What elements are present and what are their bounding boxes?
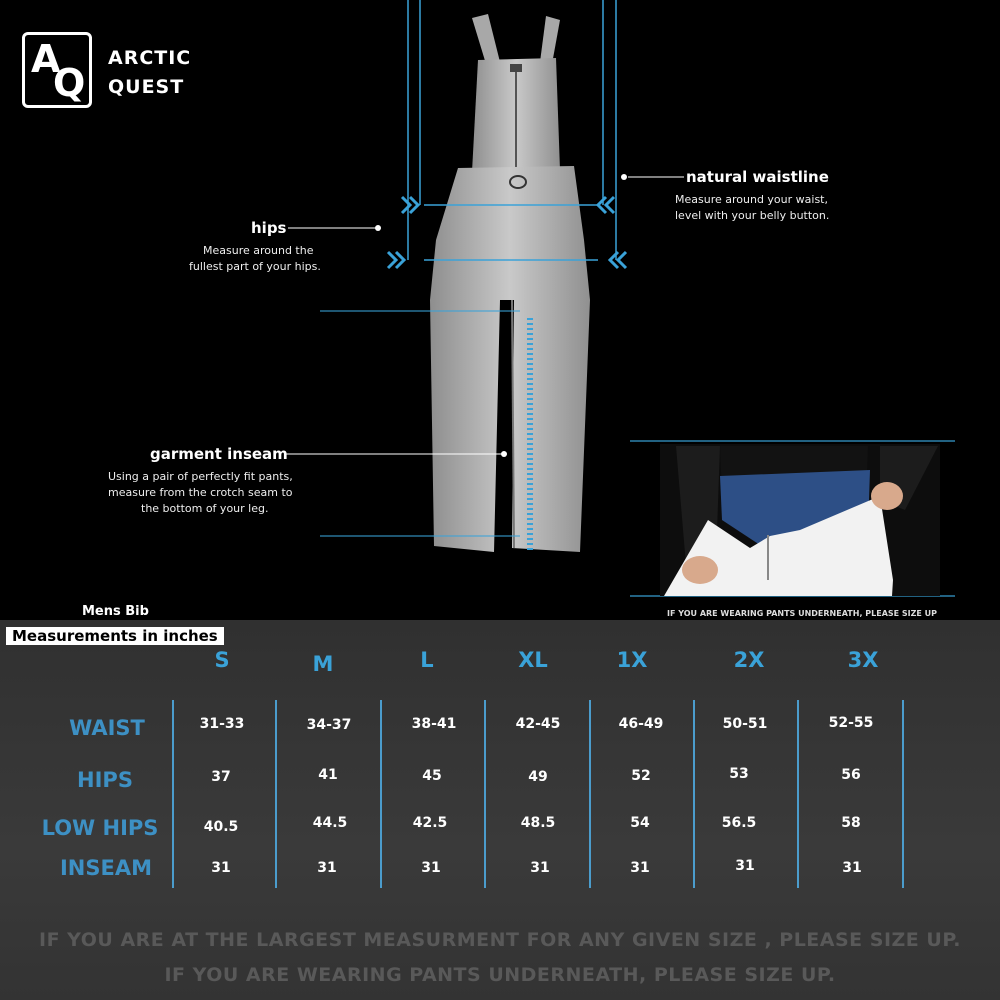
- row-label-waist: WAIST: [69, 716, 145, 740]
- table-cell: 49: [528, 769, 548, 785]
- table-cell: 46-49: [618, 716, 664, 732]
- row-label-inseam: INSEAM: [59, 856, 153, 880]
- column-divider: [589, 700, 591, 888]
- table-cell: 52-55: [828, 715, 874, 731]
- table-cell: 50-51: [722, 716, 768, 732]
- waist-callout-desc-1: Measure around your waist,: [675, 193, 828, 206]
- table-cell: 48.5: [520, 815, 556, 831]
- left-strap: [472, 14, 500, 64]
- column-divider: [797, 700, 799, 888]
- size-header-2x: 2X: [733, 648, 765, 672]
- size-header-xl: XL: [518, 648, 548, 672]
- size-header-l: L: [420, 648, 434, 672]
- table-cell: 44.5: [312, 815, 348, 831]
- size-header-3x: 3X: [847, 648, 879, 672]
- right-strap: [540, 16, 560, 64]
- table-cell: 34-37: [306, 717, 352, 733]
- brand-name-line2: QUEST: [108, 76, 185, 98]
- table-cell: 31: [630, 860, 650, 876]
- column-divider: [172, 700, 174, 888]
- table-cell: 58: [841, 815, 861, 831]
- waist-callout-desc-2: level with your belly button.: [675, 209, 830, 222]
- row-label-hips: HIPS: [77, 768, 133, 792]
- inseam-callout-title: garment inseam: [150, 445, 288, 463]
- inseam-callout-desc-1: Using a pair of perfectly fit pants,: [108, 470, 293, 483]
- table-cell: 38-41: [411, 716, 457, 732]
- inseam-callout-desc-3: the bottom of your leg.: [141, 502, 269, 515]
- column-divider: [484, 700, 486, 888]
- product-label: Mens Bib: [82, 604, 149, 619]
- column-divider: [693, 700, 695, 888]
- table-cell: 37: [211, 769, 231, 785]
- logo-letter-q: Q: [53, 61, 86, 105]
- photo-size-note: IF YOU ARE WEARING PANTS UNDERNEATH, PLEASE SIZE UP: [667, 609, 938, 618]
- table-cell: 42-45: [515, 716, 561, 732]
- hips-callout-desc-2: fullest part of your hips.: [189, 260, 321, 273]
- table-cell: 40.5: [203, 819, 239, 835]
- size-header-m: M: [312, 652, 334, 676]
- size-header-1x: 1X: [616, 648, 648, 672]
- table-cell: 31: [842, 860, 862, 876]
- table-cell: 31: [317, 860, 337, 876]
- column-divider: [275, 700, 277, 888]
- inseam-callout-desc-2: measure from the crotch seam to: [108, 486, 293, 499]
- table-cell: 31: [211, 860, 231, 876]
- table-cell: 45: [422, 768, 442, 784]
- table-cell: 53: [729, 766, 749, 782]
- table-cell: 54: [630, 815, 650, 831]
- footer-note-1: IF YOU ARE AT THE LARGEST MEASURMENT FOR ANY GIVEN SIZE , PLEASE SIZE UP.: [39, 929, 961, 951]
- size-header-s: S: [214, 648, 230, 672]
- table-cell: 42.5: [412, 815, 448, 831]
- table-cell: 56: [841, 767, 861, 783]
- brand-name-line1: ARCTIC: [108, 47, 192, 69]
- logo-letter-a: A: [31, 37, 61, 81]
- hips-callout-desc-1: Measure around the: [203, 244, 314, 257]
- table-cell: 52: [631, 768, 651, 784]
- row-label-low-hips: LOW HIPS: [41, 816, 159, 840]
- table-cell: 31: [530, 860, 550, 876]
- table-cell: 31: [421, 860, 441, 876]
- table-cell: 31-33: [199, 716, 245, 732]
- table-cell: 31: [735, 858, 755, 874]
- table-caption: Measurements in inches: [6, 627, 224, 645]
- column-divider: [380, 700, 382, 888]
- pants-body: [430, 166, 590, 552]
- waist-callout-title: natural waistline: [686, 168, 829, 186]
- hips-callout-title: hips: [251, 219, 287, 237]
- footer-note-2: IF YOU ARE WEARING PANTS UNDERNEATH, PLEASE SIZE UP.: [164, 964, 836, 986]
- table-cell: 56.5: [721, 815, 757, 831]
- column-divider: [902, 700, 904, 888]
- table-cell: 41: [318, 767, 338, 783]
